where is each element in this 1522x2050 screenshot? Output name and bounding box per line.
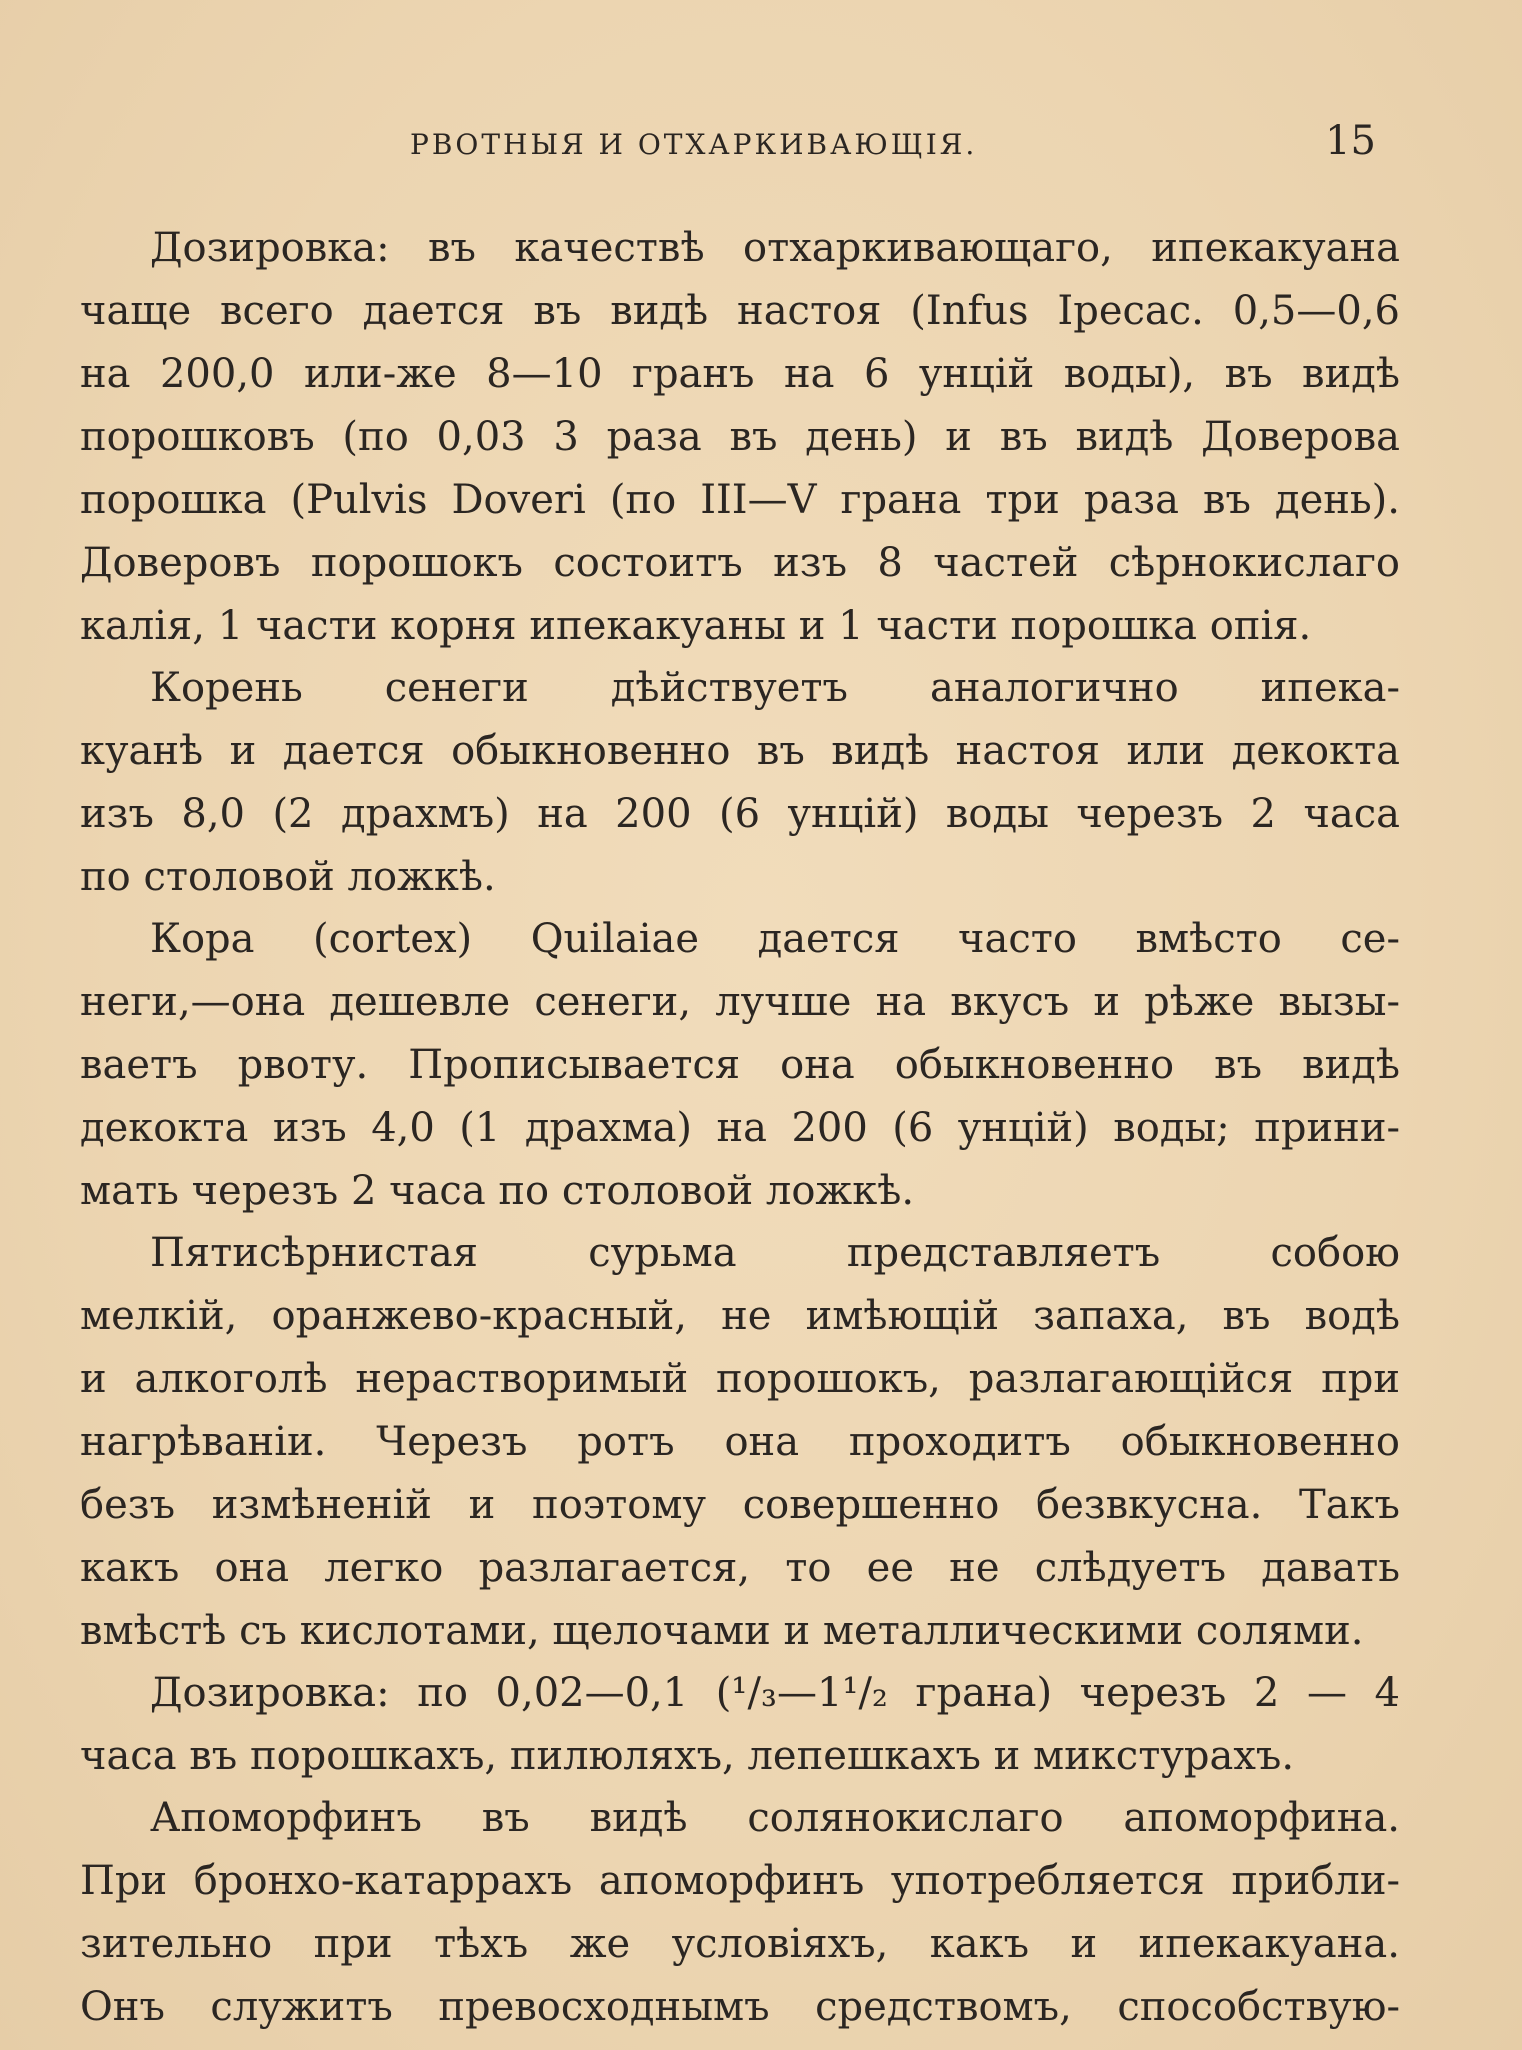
text-line: При бронхо-катаррахъ апоморфинъ употребляется прибли- <box>80 1858 1400 1904</box>
text-line: нагрѣваніи. Черезъ ротъ она проходитъ обыкновенно <box>80 1419 1400 1465</box>
text-line: порошка (Pulvis Doveri (по III—V грана три раза въ день). <box>80 477 1400 523</box>
text-line: чаще всего дается въ видѣ настоя (Infus Ipecac. 0,5—0,6 <box>80 288 1400 334</box>
text-line: ваетъ рвоту. Прописывается она обыкновенно въ видѣ <box>80 1042 1400 1088</box>
text-line: Доверовъ порошокъ состоитъ изъ 8 частей сѣрнокислаго <box>80 540 1400 586</box>
text-line: Кора (cortex) Quilaiae дается часто вмѣсто се- <box>150 916 1400 962</box>
text-line: декокта изъ 4,0 (1 драхма) на 200 (6 унцій) воды; прини- <box>80 1105 1400 1151</box>
text-line: порошковъ (по 0,03 3 раза въ день) и въ видѣ Доверова <box>80 414 1400 460</box>
running-head: РВОТНЫЯ И ОТХАРКИВАЮЩІЯ. <box>410 128 978 161</box>
text-line: Пятисѣрнистая сурьма представляетъ собою <box>150 1230 1400 1276</box>
text-line: Корень сенеги дѣйствуетъ аналогично ипека- <box>150 665 1400 711</box>
text-line: Дозировка: по 0,02—0,1 (¹/₃—1¹/₂ грана) черезъ 2 — 4 <box>150 1670 1400 1716</box>
text-line: и алкоголѣ нерастворимый порошокъ, разлагающійся при <box>80 1356 1400 1402</box>
text-line: на 200,0 или-же 8—10 гранъ на 6 унцій воды), въ видѣ <box>80 351 1400 397</box>
text-line: калія, 1 части корня ипекакуаны и 1 части порошка опія. <box>80 603 1312 649</box>
text-line: Онъ служитъ превосходнымъ средствомъ, способствую- <box>80 1984 1400 2030</box>
text-line: какъ она легко разлагается, то ее не слѣдуетъ давать <box>80 1545 1400 1591</box>
page-number: 15 <box>1325 118 1376 164</box>
text-line: безъ измѣненій и поэтому совершенно безвкусна. Такъ <box>80 1482 1400 1528</box>
text-line: мать черезъ 2 часа по столовой ложкѣ. <box>80 1168 915 1214</box>
text-line: зительно при тѣхъ же условіяхъ, какъ и ипекакуана. <box>80 1921 1400 1967</box>
text-line: Апоморфинъ въ видѣ солянокислаго апоморфина. <box>150 1795 1400 1841</box>
text-line: мелкій, оранжево-красный, не имѣющій запаха, въ водѣ <box>80 1293 1400 1339</box>
text-line: куанѣ и дается обыкновенно въ видѣ настоя или декокта <box>80 728 1400 774</box>
text-line: Дозировка: въ качествѣ отхаркивающаго, ипекакуана <box>150 225 1400 271</box>
text-line: неги,—она дешевле сенеги, лучше на вкусъ и рѣже вызы- <box>80 979 1400 1025</box>
text-line: часа въ порошкахъ, пилюляхъ, лепешкахъ и микстурахъ. <box>80 1733 1295 1779</box>
text-line: вмѣстѣ съ кислотами, щелочами и металлическими солями. <box>80 1608 1364 1654</box>
text-line: изъ 8,0 (2 драхмъ) на 200 (6 унцій) воды черезъ 2 часа <box>80 791 1400 837</box>
text-line: по столовой ложкѣ. <box>80 854 496 900</box>
